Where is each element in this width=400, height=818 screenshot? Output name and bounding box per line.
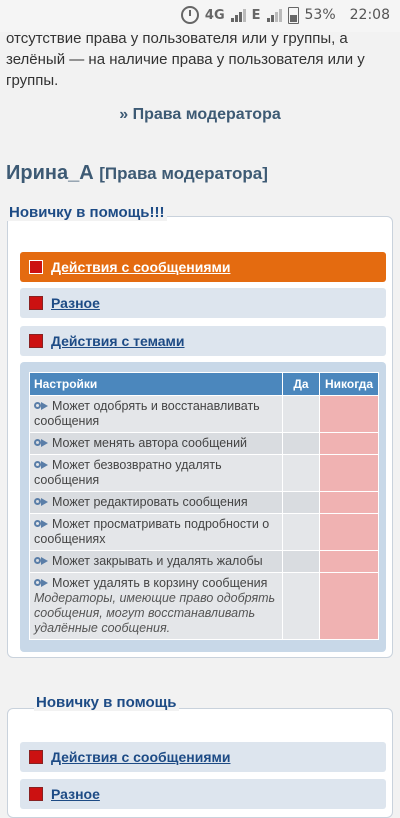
category-thread-actions[interactable] <box>20 326 386 356</box>
never-cell[interactable] <box>320 514 379 551</box>
yes-cell[interactable] <box>283 551 320 573</box>
table-row <box>30 514 379 551</box>
table-row <box>30 455 379 492</box>
permission-name: Может просматривать подробности о сообщениях <box>30 514 283 551</box>
table-row <box>30 433 379 455</box>
arrow-icon <box>34 519 49 529</box>
permission-name: Может редактировать сообщения <box>30 492 283 514</box>
category-misc[interactable] <box>20 288 386 318</box>
never-cell[interactable] <box>320 573 379 640</box>
permission-name: Может менять автора сообщений <box>30 433 283 455</box>
permission-name: Может безвозвратно удалять сообщения <box>30 455 283 492</box>
permission-note: Модераторы, имеющие право одобрять сообщения, могут восстанавливать удалённые сообщения. <box>34 591 276 635</box>
category-square-icon <box>29 787 43 801</box>
yes-cell[interactable] <box>283 396 320 433</box>
battery-icon <box>288 7 299 24</box>
battery-level: 53% <box>304 7 336 23</box>
user-heading <box>6 162 268 185</box>
intro-text: отсутствие права у пользователя или у группы, а зелёный — на наличие права у пользователя или у группы. <box>6 30 365 89</box>
never-cell[interactable] <box>320 455 379 492</box>
table-row <box>30 551 379 573</box>
category-label[interactable]: Разное <box>51 786 100 802</box>
arrow-icon <box>34 556 49 566</box>
category-label[interactable]: Действия с сообщениями <box>51 749 231 765</box>
category-square-icon <box>29 296 43 310</box>
permission-name: Может одобрять и восстанавливать сообщения <box>30 396 283 433</box>
arrow-icon <box>34 578 49 588</box>
never-cell[interactable] <box>320 492 379 514</box>
network-type: 4G <box>204 7 225 23</box>
category-square-icon <box>29 334 43 348</box>
category-square-icon <box>29 260 43 274</box>
never-cell[interactable] <box>320 433 379 455</box>
user-name: Ирина_А <box>6 162 94 184</box>
column-header-yes: Да <box>283 373 320 396</box>
arrow-icon <box>34 401 49 411</box>
never-cell[interactable] <box>320 396 379 433</box>
forum-title: Новичку в помощь!!! <box>9 204 165 221</box>
column-header-settings: Настройки <box>30 373 283 396</box>
never-cell[interactable] <box>320 551 379 573</box>
category-post-actions[interactable] <box>20 252 386 282</box>
category-label[interactable]: Разное <box>51 295 100 311</box>
table-row <box>30 573 379 640</box>
yes-cell[interactable] <box>283 492 320 514</box>
permissions-table <box>29 372 379 640</box>
category-label[interactable]: Действия с сообщениями <box>51 259 231 275</box>
clock: 22:08 <box>349 7 390 23</box>
category-post-actions[interactable] <box>20 742 386 772</box>
moderator-permissions-link[interactable]: » Права модератора <box>119 106 281 123</box>
permission-name: Может закрывать и удалять жалобы <box>30 551 283 573</box>
e-indicator: E <box>251 7 261 23</box>
yes-cell[interactable] <box>283 433 320 455</box>
arrow-icon <box>34 460 49 470</box>
yes-cell[interactable] <box>283 514 320 551</box>
alarm-icon <box>181 6 199 24</box>
category-square-icon <box>29 750 43 764</box>
arrow-icon <box>34 438 49 448</box>
signal-icon <box>231 8 246 22</box>
table-row <box>30 396 379 433</box>
yes-cell[interactable] <box>283 573 320 640</box>
category-misc[interactable] <box>20 779 386 809</box>
permission-name: Может удалять в корзину сообщения Модераторы, имеющие право одобрять сообщения, могут восстанавливать удалённые сообщения. <box>30 573 283 640</box>
arrow-icon <box>34 497 49 507</box>
forum-title: Новичку в помощь <box>36 694 177 711</box>
category-label[interactable]: Действия с темами <box>51 333 185 349</box>
permissions-table-container <box>20 362 386 652</box>
table-row <box>30 492 379 514</box>
signal-icon <box>267 8 282 22</box>
column-header-never: Никогда <box>320 373 379 396</box>
yes-cell[interactable] <box>283 455 320 492</box>
user-heading-suffix: [Права модератора] <box>99 164 268 183</box>
